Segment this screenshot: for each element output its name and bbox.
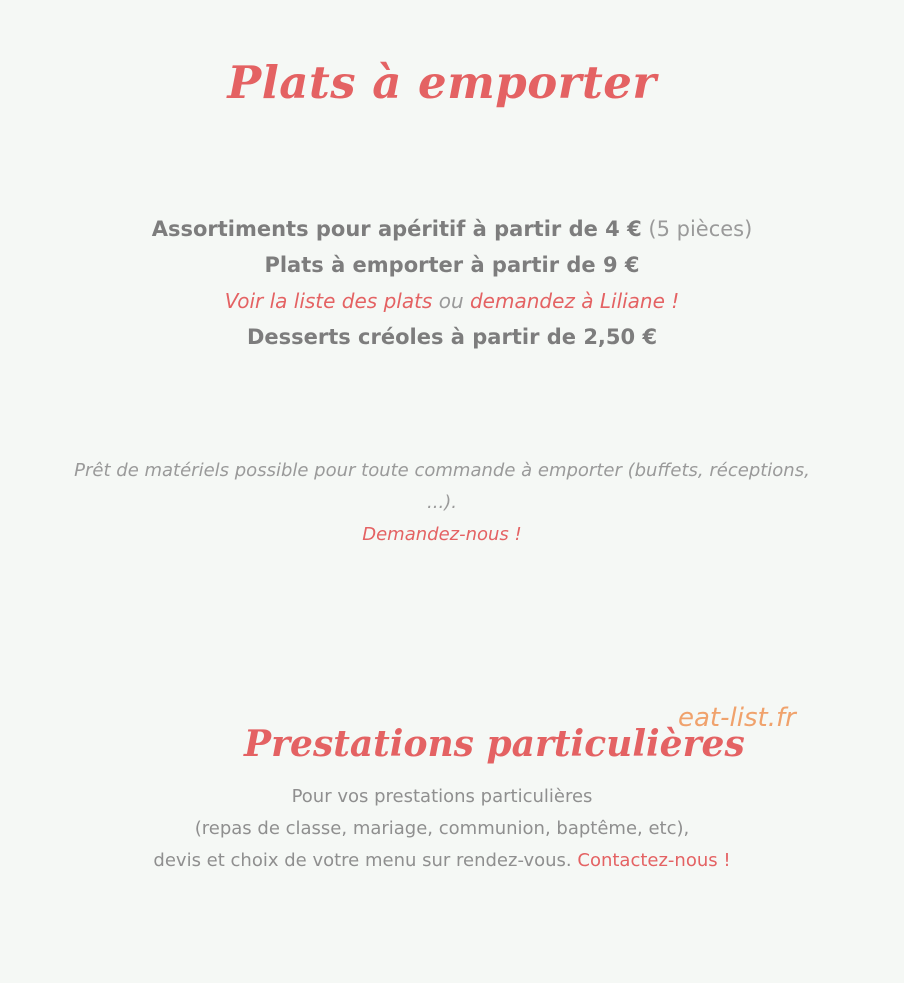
ask-us-link[interactable]: Demandez-nous !: [362, 524, 522, 545]
services-line-3-text: devis et choix de votre menu sur rendez-vous.: [153, 850, 578, 871]
page-title-takeaway: Plats à emporter: [227, 56, 657, 110]
eat-list-brand-link[interactable]: eat-list.fr: [678, 703, 796, 733]
services-line-2: (repas de classe, mariage, communion, baptême, etc),: [194, 818, 690, 839]
links-line: [0, 283, 904, 319]
aperitif-line: [0, 211, 904, 247]
or-text: ou: [432, 289, 470, 313]
ask-liliane-link[interactable]: demandez à Liliane !: [469, 289, 680, 313]
services-line-3: [150, 845, 734, 877]
section-title-services: Prestations particulières: [244, 722, 745, 765]
plats-price-line: Plats à emporter à partir de 9 €: [264, 253, 640, 277]
takeaway-offers: [0, 211, 904, 355]
services-line-1: Pour vos prestations particulières: [291, 786, 593, 807]
dish-list-link[interactable]: Voir la liste des plats: [224, 289, 433, 313]
aperitif-quantity: (5 pièces): [641, 217, 753, 241]
desserts-price-line: Desserts créoles à partir de 2,50 €: [246, 325, 658, 349]
aperitif-price: Assortiments pour apéritif à partir de 4 €: [151, 217, 642, 241]
services-description: [150, 781, 734, 877]
contact-us-link[interactable]: Contactez-nous !: [577, 850, 731, 871]
equipment-loan-notice: [60, 455, 824, 551]
equipment-text: Prêt de matériels possible pour toute commande à emporter (buffets, réceptions, ...).: [74, 460, 810, 513]
